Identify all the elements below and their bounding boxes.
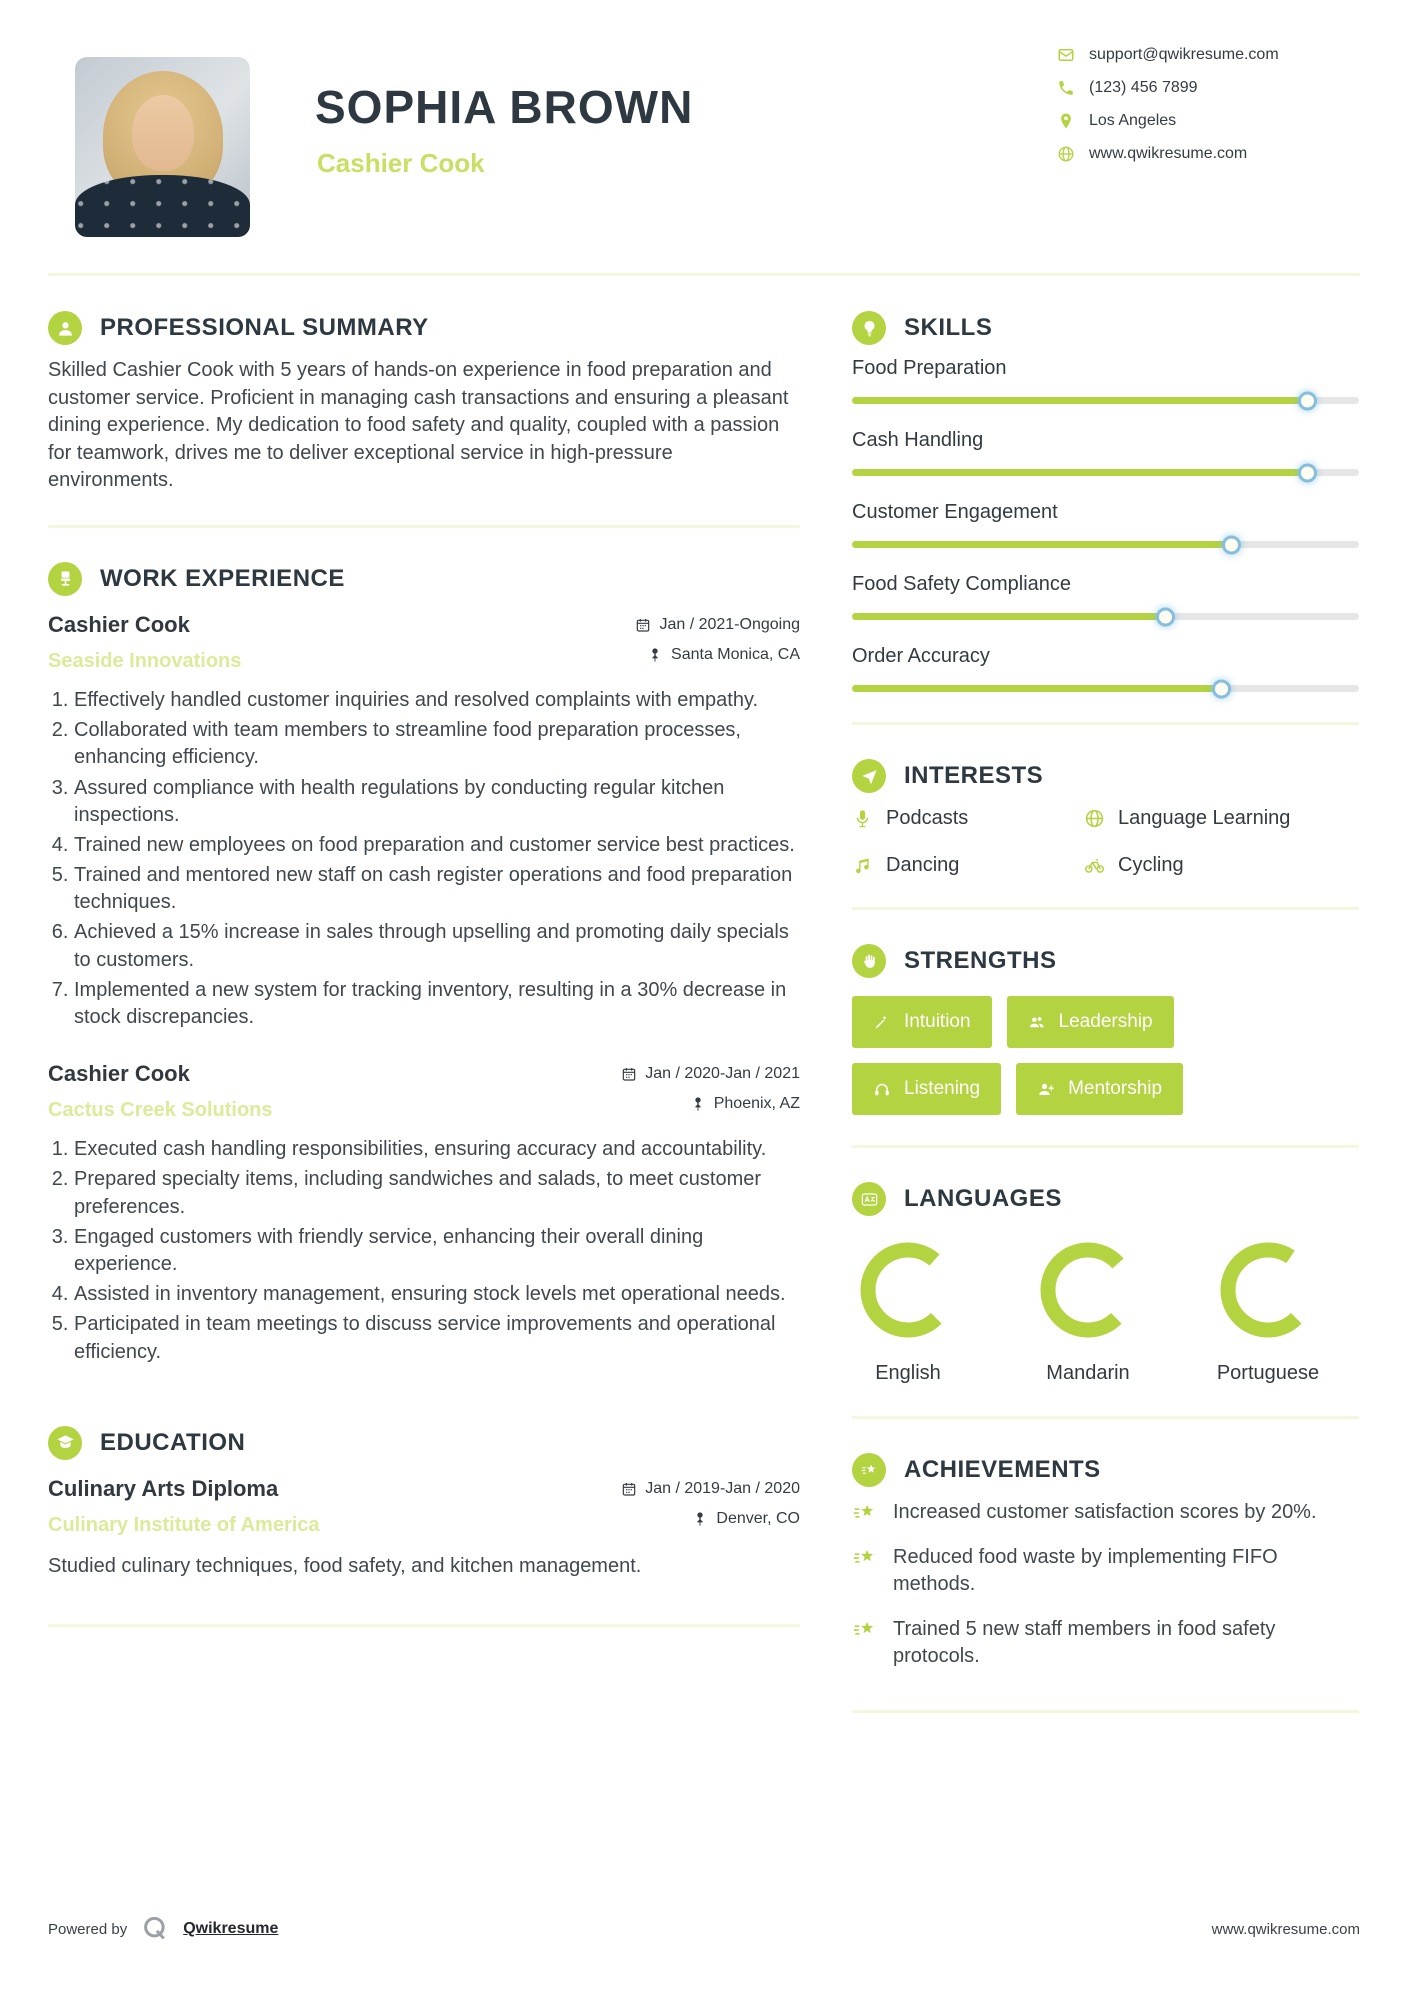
shooting-star-icon [852, 1500, 878, 1526]
section-divider [852, 1145, 1359, 1148]
language-label: Mandarin [1046, 1362, 1130, 1384]
footer [48, 1914, 1360, 1944]
achievement-text: Reduced food waste by implementing FIFO methods. [893, 1546, 1278, 1595]
language-donut [1040, 1242, 1136, 1338]
interests-grid [852, 807, 1359, 877]
skill-item [852, 645, 1359, 692]
job-bullets [48, 1136, 800, 1366]
headphones-icon [873, 1080, 891, 1098]
work-section-head [48, 562, 800, 596]
header-divider [48, 273, 1360, 276]
left-column [48, 277, 800, 1627]
users-icon [1028, 1013, 1046, 1031]
shooting-star-icon [852, 1453, 886, 1487]
education-location: Denver, CO [716, 1509, 800, 1527]
section-divider [852, 1710, 1359, 1713]
calendar-icon [635, 617, 651, 633]
section-divider [852, 1416, 1359, 1419]
powered-by-text: Powered by [48, 1920, 128, 1938]
person-icon [48, 311, 82, 345]
achievement-text: Increased customer satisfaction scores by 20%. [893, 1501, 1317, 1523]
education-degree: Culinary Arts Diploma [48, 1475, 279, 1501]
job-head [48, 1061, 800, 1122]
job-meta [635, 612, 800, 664]
footer-website: www.qwikresume.com [1211, 1920, 1360, 1938]
job-date: Jan / 2021-Ongoing [659, 615, 800, 633]
achievement-item [852, 1544, 1359, 1598]
pushpin-icon [692, 1511, 708, 1527]
candidate-title: Cashier Cook [317, 148, 485, 178]
skill-bar [852, 613, 1359, 620]
job-bullet: 1. Executed cash handling responsibilities, ensuring accuracy and accountability. [74, 1136, 800, 1163]
music-note-icon [852, 855, 873, 876]
section-divider [48, 525, 800, 528]
raised-hand-icon [852, 944, 886, 978]
bicycle-icon [1084, 855, 1105, 876]
strength-label: Mentorship [1068, 1078, 1163, 1099]
work-heading: WORK EXPERIENCE [100, 564, 345, 592]
calendar-icon [621, 1481, 637, 1497]
job-bullet: 7. Implemented a new system for tracking inventory, resulting in a 30% decrease in stock discrepancies. [74, 977, 800, 1031]
skill-knob[interactable] [1156, 607, 1175, 626]
job-date: Jan / 2020-Jan / 2021 [645, 1065, 800, 1083]
skill-fill [852, 541, 1232, 548]
job-bullet: 5. Participated in team meetings to discuss service improvements and operational efficiency. [74, 1311, 800, 1365]
phone-icon [1057, 79, 1075, 97]
language-item [852, 1242, 964, 1386]
strength-tag [852, 996, 992, 1048]
right-column [852, 277, 1359, 1713]
contact-phone-text: (123) 456 7899 [1089, 79, 1198, 96]
job-bullet: 5. Trained and mentored new staff on cash register operations and food preparation techniques. [74, 862, 800, 916]
photo-shoulders [75, 175, 250, 237]
skill-knob[interactable] [1212, 679, 1231, 698]
skill-bar [852, 685, 1359, 692]
qwikresume-logo-icon [140, 1914, 170, 1944]
job-company: Seaside Innovations [48, 649, 242, 672]
education-location-row [692, 1510, 800, 1528]
contact-block [1057, 46, 1279, 163]
skill-fill [852, 469, 1308, 476]
strength-label: Listening [904, 1078, 981, 1099]
job-bullet: 2. Prepared specialty items, including sandwiches and salads, to meet customer preferences. [74, 1166, 800, 1220]
interest-label: Podcasts [886, 807, 969, 829]
powered-by [48, 1914, 278, 1944]
job-bullet: 4. Trained new employees on food preparation and customer service best practices. [74, 832, 800, 859]
skill-bar [852, 397, 1359, 404]
strengths-section-head [852, 944, 1359, 978]
job-bullet: 3. Engaged customers with friendly service, enhancing their overall dining experience. [74, 1224, 800, 1278]
job-meta [621, 1061, 800, 1113]
strengths-heading: STRENGTHS [904, 947, 1057, 974]
language-label: Portuguese [1216, 1362, 1320, 1384]
job-location: Santa Monica, CA [671, 645, 800, 663]
education-date-row [621, 1480, 800, 1498]
language-item [1212, 1242, 1324, 1386]
skill-item [852, 357, 1359, 404]
skill-item [852, 573, 1359, 620]
candidate-name: SOPHIA BROWN [315, 81, 694, 133]
education-description: Studied culinary techniques, food safety, and kitchen management. [48, 1554, 642, 1577]
summary-text: Skilled Cashier Cook with 5 years of hands-on experience in food preparation and customer service. Proficient in managing cash transactions and ensuring a pleasant dining experience. My dedication to food safety and quality, coupled with a passion for teamwork, drives me to deliver exceptional service in high-pressure environments. [48, 359, 789, 492]
graduation-cap-icon [48, 1426, 82, 1460]
strength-tag [1016, 1063, 1183, 1115]
content-columns [0, 277, 1407, 1713]
pushpin-icon [690, 1096, 706, 1112]
job-bullet: 4. Assisted in inventory management, ensuring stock levels met operational needs. [74, 1281, 800, 1308]
skill-label: Customer Engagement [852, 501, 1058, 523]
skill-bar [852, 469, 1359, 476]
contact-email[interactable] [1057, 46, 1279, 64]
skill-fill [852, 397, 1308, 404]
job-bullets [48, 687, 800, 1031]
calendar-icon [621, 1066, 637, 1082]
location-pin-icon [1057, 112, 1075, 130]
globe-icon [1084, 808, 1105, 829]
lightbulb-icon [852, 311, 886, 345]
contact-website[interactable] [1057, 145, 1279, 163]
skill-knob[interactable] [1222, 535, 1241, 554]
magic-wand-icon [873, 1013, 891, 1031]
skill-label: Food Preparation [852, 357, 1007, 379]
interest-item [1084, 854, 1359, 877]
language-label: English [875, 1362, 941, 1384]
contact-location [1057, 112, 1279, 130]
shooting-star-icon [852, 1545, 878, 1571]
skill-item [852, 429, 1359, 476]
skill-item [852, 501, 1359, 548]
job-head [48, 612, 800, 673]
office-chair-icon [48, 562, 82, 596]
job-bullet: 3. Assured compliance with health regulations by conducting regular kitchen inspections. [74, 775, 800, 829]
skill-label: Food Safety Compliance [852, 573, 1072, 595]
section-divider [852, 722, 1359, 725]
contact-location-text: Los Angeles [1089, 112, 1177, 129]
skill-knob[interactable] [1298, 463, 1317, 482]
skills-heading: SKILLS [904, 314, 993, 341]
contact-email-text: support@qwikresume.com [1089, 46, 1279, 63]
microphone-icon [852, 808, 873, 829]
skill-fill [852, 685, 1222, 692]
achievement-item [852, 1616, 1359, 1670]
profile-photo [75, 57, 250, 237]
achievements-section-head [852, 1453, 1359, 1487]
user-plus-icon [1037, 1080, 1055, 1098]
languages-row [852, 1242, 1359, 1386]
photo-face [132, 95, 194, 171]
job-bullet: 6. Achieved a 15% increase in sales through upselling and promoting daily specials to customers. [74, 919, 800, 973]
job-bullet: 2. Collaborated with team members to streamline food preparation processes, enhancing efficiency. [74, 717, 800, 771]
interests-section-head [852, 759, 1359, 793]
achievement-item [852, 1499, 1359, 1526]
job-date-row [621, 1065, 800, 1083]
interest-item [852, 854, 1084, 877]
education-left [48, 1476, 320, 1537]
languages-heading: LANGUAGES [904, 1185, 1062, 1212]
achievements-heading: ACHIEVEMENTS [904, 1456, 1101, 1483]
interest-label: Language Learning [1118, 807, 1291, 829]
job-left [48, 1061, 273, 1122]
job-entry [48, 1061, 800, 1366]
interest-item [1084, 807, 1359, 830]
job-title: Cashier Cook [48, 611, 190, 637]
interest-label: Dancing [886, 854, 960, 876]
skill-fill [852, 613, 1166, 620]
job-location: Phoenix, AZ [713, 1095, 800, 1113]
qwikresume-link[interactable]: Qwikresume [183, 1920, 279, 1937]
language-donut [1220, 1242, 1316, 1338]
skill-label: Order Accuracy [852, 645, 990, 667]
strength-tag [1007, 996, 1174, 1048]
shooting-star-icon [852, 1617, 878, 1643]
job-company: Cactus Creek Solutions [48, 1099, 273, 1122]
summary-section-head [48, 311, 800, 345]
strength-label: Intuition [904, 1011, 971, 1032]
skill-knob[interactable] [1298, 391, 1317, 410]
job-title: Cashier Cook [48, 1061, 190, 1087]
strength-label: Leadership [1058, 1011, 1153, 1032]
education-head [48, 1476, 800, 1537]
achievement-text: Trained 5 new staff members in food safety protocols. [893, 1618, 1276, 1667]
interests-heading: INTERESTS [904, 762, 1044, 789]
education-heading: EDUCATION [100, 1428, 246, 1456]
job-entry [48, 612, 800, 1031]
education-meta [621, 1476, 800, 1528]
interest-item [852, 807, 1084, 830]
section-divider [852, 907, 1359, 910]
job-location-row [690, 1095, 800, 1113]
job-bullet: 1. Effectively handled customer inquiries and resolved complaints with empathy. [74, 687, 800, 714]
pushpin-icon [647, 647, 663, 663]
education-section-head [48, 1426, 800, 1460]
globe-icon [1057, 145, 1075, 163]
contact-phone [1057, 79, 1279, 97]
strength-tag [852, 1063, 1001, 1115]
languages-section-head [852, 1182, 1359, 1216]
job-date-row [635, 616, 800, 634]
translate-icon [852, 1182, 886, 1216]
paper-plane-icon [852, 759, 886, 793]
education-school: Culinary Institute of America [48, 1513, 320, 1536]
summary-heading: PROFESSIONAL SUMMARY [100, 314, 429, 341]
language-item [1032, 1242, 1144, 1386]
interest-label: Cycling [1118, 854, 1184, 876]
envelope-icon [1057, 46, 1075, 64]
language-donut [860, 1242, 956, 1338]
skills-section-head [852, 311, 1359, 345]
education-date: Jan / 2019-Jan / 2020 [645, 1479, 800, 1497]
job-left [48, 612, 241, 673]
section-divider [48, 1624, 800, 1627]
job-location-row [647, 646, 800, 664]
strength-tags [852, 996, 1272, 1115]
skill-label: Cash Handling [852, 429, 984, 451]
skill-bar [852, 541, 1359, 548]
contact-website-text: www.qwikresume.com [1089, 145, 1248, 162]
